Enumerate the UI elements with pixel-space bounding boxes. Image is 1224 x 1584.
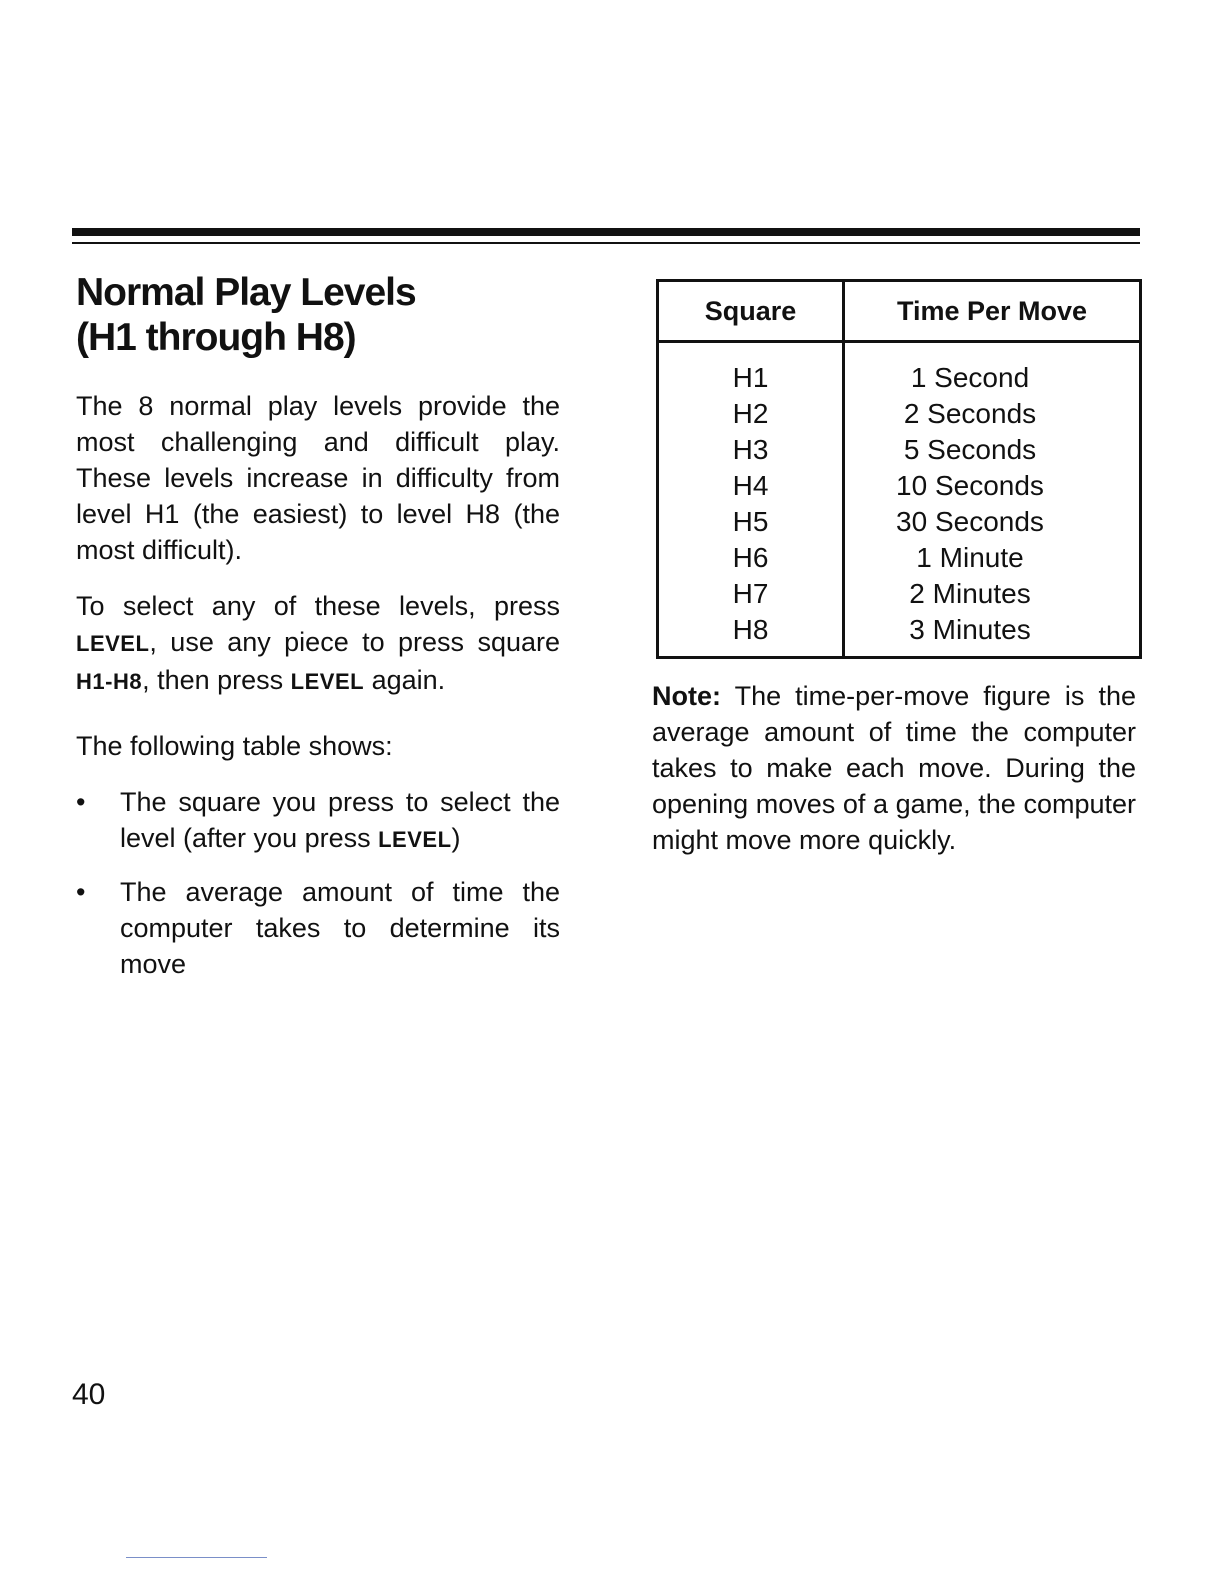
cell-square: H4 <box>732 470 769 501</box>
table-row <box>659 504 1139 540</box>
top-rule-thick <box>72 228 1140 236</box>
bullet-list <box>76 784 560 982</box>
bullet-1-keyword: LEVEL <box>378 827 452 852</box>
select-text-3: , then press <box>142 665 291 695</box>
bullet-2-text: The average amount of time the computer takes to determine its move <box>120 877 560 979</box>
title-line-2: (H1 through H8) <box>76 316 356 359</box>
title-line-1: Normal Play Levels <box>76 271 416 314</box>
bullet-item-1 <box>76 784 560 858</box>
cell-square: H8 <box>732 614 769 645</box>
cell-time: 10 Seconds <box>896 470 1044 501</box>
level-key-2: LEVEL <box>290 669 365 694</box>
cell-square: H7 <box>732 578 769 609</box>
bottom-underline <box>126 1557 267 1558</box>
cell-time: 3 Minutes <box>909 614 1031 645</box>
bullet-item-2 <box>76 874 560 982</box>
page-number: 40 <box>72 1378 106 1411</box>
levels-table <box>656 279 1142 659</box>
bullet-1-text: The square you press to select the level (after you press <box>120 787 560 853</box>
bullet-icon: • <box>76 787 86 817</box>
level-key-1: LEVEL <box>76 631 150 656</box>
table-body <box>659 360 1139 648</box>
square-range-key: H1-H8 <box>76 669 143 694</box>
cell-time: 1 Second <box>910 362 1030 393</box>
section-title <box>76 270 560 360</box>
left-column <box>76 270 560 998</box>
top-rule-thin <box>72 242 1140 244</box>
table-header-time: Time Per Move <box>896 296 1088 326</box>
bullet-icon: • <box>76 877 86 907</box>
select-text-1: To select any of these levels, press <box>76 591 560 621</box>
table-header-square: Square <box>704 296 797 326</box>
cell-square: H3 <box>732 434 769 465</box>
table-row <box>659 468 1139 504</box>
note-text: The time-per-move figure is the average amount of time the computer takes to make each move. During the opening moves of a game, the computer might move more quickly. <box>652 681 1136 855</box>
cell-time: 2 Minutes <box>909 578 1031 609</box>
intro-paragraph: The 8 normal play levels provide the most challenging and difficult play. These levels increase in difficulty from level H1 (the easiest) to level H8 (the most difficult). <box>76 391 560 565</box>
table-header-divider <box>659 340 1139 343</box>
note-paragraph <box>652 678 1136 858</box>
table-row <box>659 612 1139 648</box>
table-row <box>659 396 1139 432</box>
cell-time: 1 Minute <box>916 542 1024 573</box>
select-paragraph <box>76 588 560 700</box>
cell-square: H1 <box>732 362 769 393</box>
table-row <box>659 432 1139 468</box>
note-label: Note: <box>652 681 721 711</box>
table-row <box>659 576 1139 612</box>
cell-square: H5 <box>732 506 769 537</box>
cell-square: H6 <box>732 542 769 573</box>
cell-time: 5 Seconds <box>903 434 1037 465</box>
select-text-2: , use any piece to press square <box>149 627 560 657</box>
cell-time: 2 Seconds <box>903 398 1037 429</box>
select-text-4: again. <box>364 665 446 695</box>
table-row <box>659 540 1139 576</box>
table-intro: The following table shows: <box>76 731 393 761</box>
cell-time: 30 Seconds <box>896 506 1044 537</box>
cell-square: H2 <box>732 398 769 429</box>
bullet-1-end: ) <box>451 823 461 853</box>
table-row <box>659 360 1139 396</box>
